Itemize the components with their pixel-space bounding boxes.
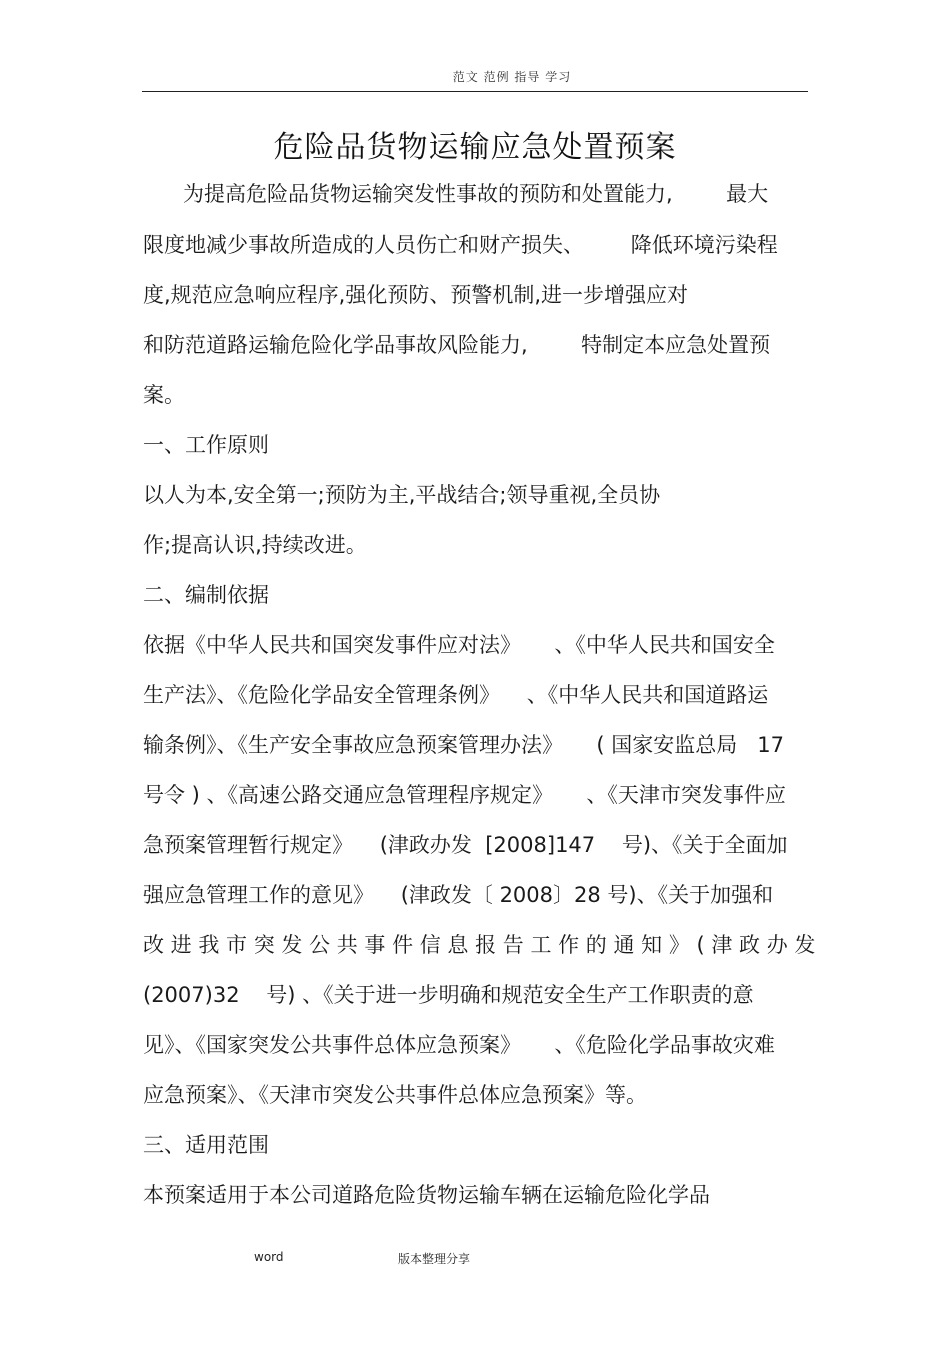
body-line: 应急预案》、《天津市突发公共事件总体应急预案》等。 xyxy=(143,1083,647,1107)
header-text: 范文 范例 指导 学习 xyxy=(452,70,572,84)
body-line: 作;提高认识,持续改进。 xyxy=(143,533,367,557)
footer-right-text: 版本整理分享 xyxy=(398,1252,471,1266)
body-line: 输条例》、《生产安全事故应急预案管理办法》 ( 国家安监总局 17 xyxy=(143,733,784,757)
body-line: 本预案适用于本公司道路危险货物运输车辆在运输危险化学品 xyxy=(143,1183,710,1207)
body-line: 号令 ) 、《高速公路交通应急管理程序规定》 、《天津市突发事件应 xyxy=(143,783,786,807)
body-line: 和防范道路运输危险化学品事故风险能力, 特制定本应急处置预 xyxy=(143,333,771,357)
document-title: 危险品货物运输应急处置预案 xyxy=(273,130,677,165)
header-rule xyxy=(142,91,808,92)
body-line: 生产法》、《危险化学品安全管理条例》 、《中华人民共和国道路运 xyxy=(143,683,769,707)
section-heading: 三、适用范围 xyxy=(143,1133,269,1157)
body-line: 度,规范应急响应程序,强化预防、预警机制,进一步增强应对 xyxy=(143,283,689,307)
body-line: 见》、《国家突发公共事件总体应急预案》 、《危险化学品事故灾难 xyxy=(143,1033,775,1057)
body-line: 强应急管理工作的意见》 (津政发〔 2008〕28 号)、《关于加强和 xyxy=(143,883,774,907)
section-heading: 二、编制依据 xyxy=(143,583,269,607)
section-heading: 一、工作原则 xyxy=(143,433,269,457)
body-line: 急预案管理暂行规定》 (津政办发 [2008]147 号)、《关于全面加 xyxy=(143,833,788,857)
body-line: 以人为本,安全第一;预防为主,平战结合;领导重视,全员协 xyxy=(143,483,661,507)
body-line: 为提高危险品货物运输突发性事故的预防和处置能力, 最大 xyxy=(143,182,769,206)
body-line: 改 进 我 市 突 发 公 共 事 件 信 息 报 告 工 作 的 通 知 》 ( 津 政 办 发 xyxy=(143,933,816,957)
body-line: 限度地减少事故所造成的人员伤亡和财产损失、 降低环境污染程 xyxy=(143,233,778,257)
body-line: 依据《中华人民共和国突发事件应对法》 、《中华人民共和国安全 xyxy=(143,633,775,657)
body-line: 案。 xyxy=(143,383,185,407)
footer-left-text: word xyxy=(254,1250,284,1264)
body-line: (2007)32 号) 、《关于进一步明确和规范安全生产工作职责的意 xyxy=(143,983,754,1007)
